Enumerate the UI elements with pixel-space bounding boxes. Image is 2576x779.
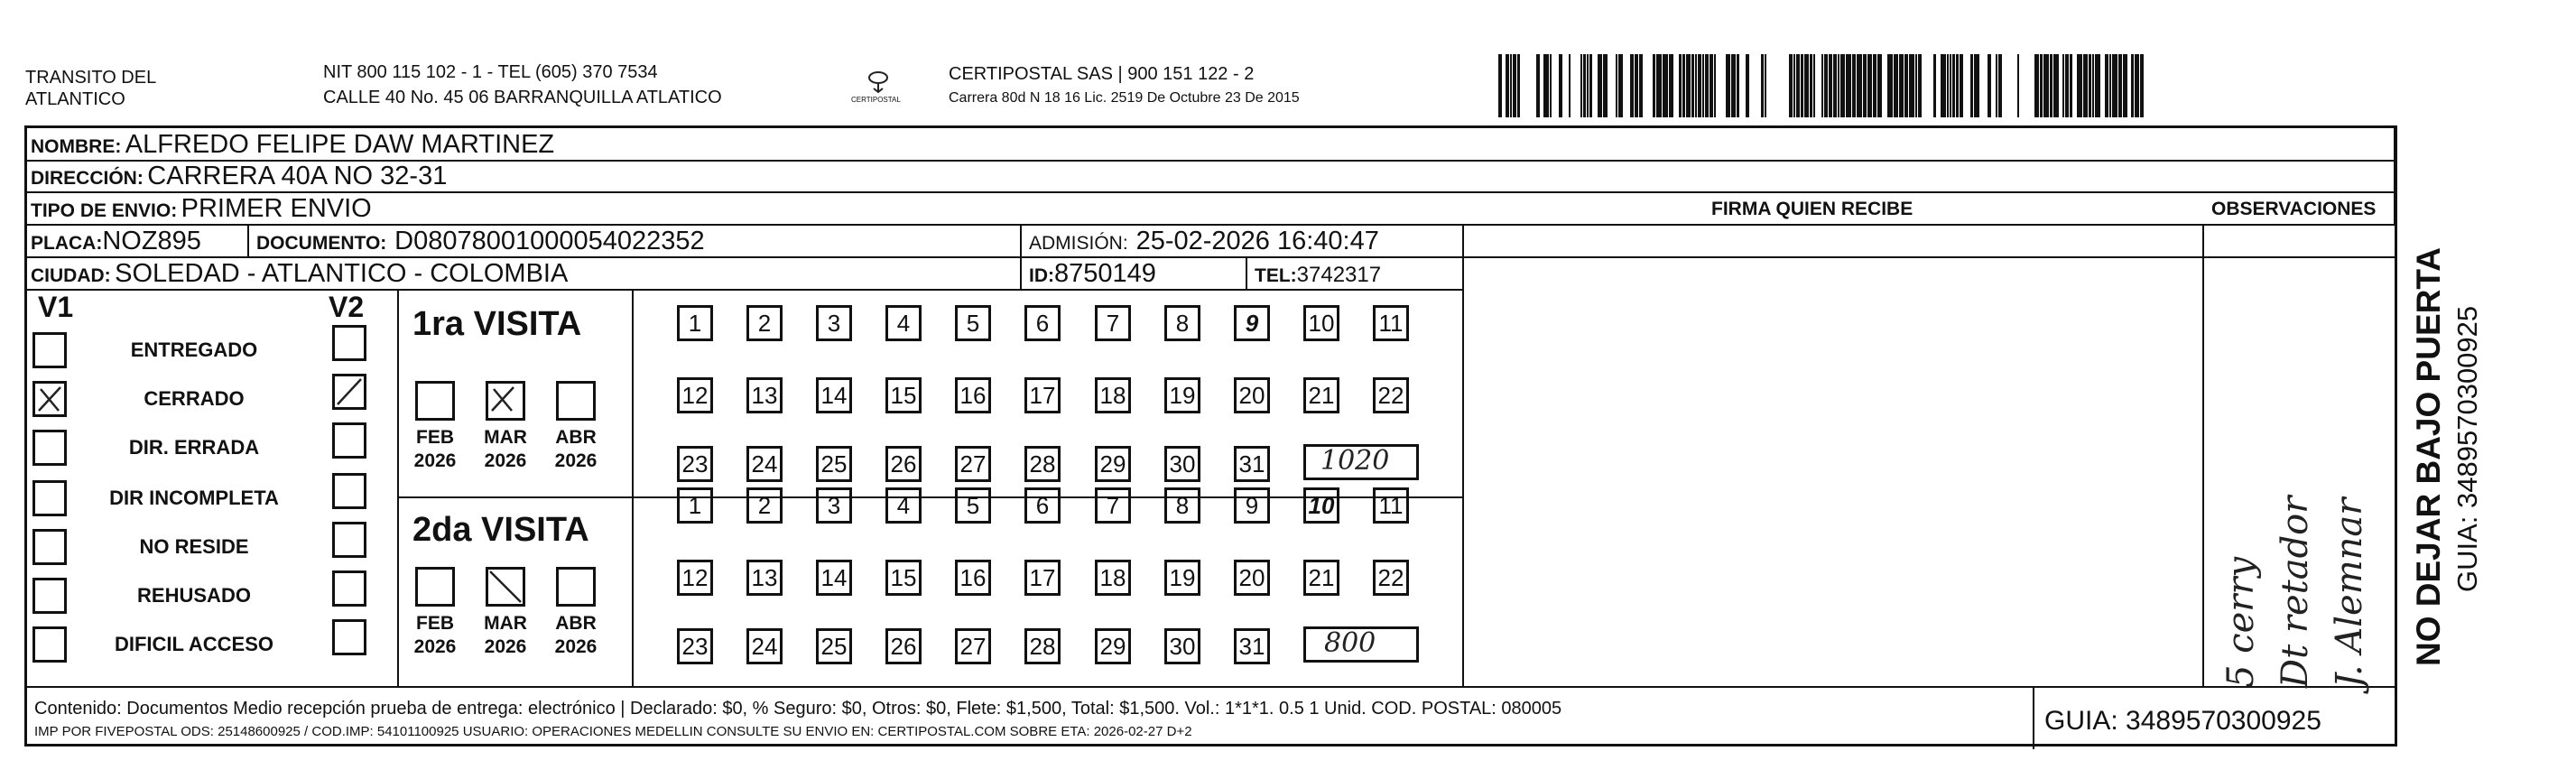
month-label: MAR 2026 xyxy=(484,427,527,471)
month-checkbox-mar xyxy=(486,567,525,607)
month-checkbox-abr xyxy=(556,381,596,421)
placa-label: PLACA: xyxy=(31,233,103,254)
month-checkbox-mar xyxy=(486,381,525,421)
status-label: REHUSADO xyxy=(137,584,251,607)
documento-value: D08078001000054022352 xyxy=(394,227,705,255)
day-box-6: 6 xyxy=(1024,305,1061,341)
day-box-15: 15 xyxy=(885,377,922,413)
observaciones-header: OBSERVACIONES xyxy=(2211,199,2377,219)
barcode xyxy=(1498,54,2162,117)
v2-checkbox xyxy=(332,422,366,459)
direccion-value: CARRERA 40A NO 32-31 xyxy=(147,162,448,190)
visit2-title: 2da VISITA xyxy=(412,511,589,549)
placa-value: NOZ895 xyxy=(102,227,201,255)
logo-text: CERTIPOSTAL xyxy=(851,96,901,104)
day-box-23: 23 xyxy=(677,446,713,482)
v1-checkbox xyxy=(32,480,67,516)
visit1-time: 1020 xyxy=(1320,445,1390,477)
footer-guia: GUIA: 3489570300925 xyxy=(2044,706,2321,736)
v1-checkbox xyxy=(32,381,67,417)
ciudad-label: CIUDAD: xyxy=(31,265,111,286)
day-box-25: 25 xyxy=(816,628,852,664)
v2-label: V2 xyxy=(329,291,365,323)
v1-checkbox xyxy=(32,578,67,614)
day-box-13: 13 xyxy=(746,377,783,413)
status-label: DIR INCOMPLETA xyxy=(109,487,279,509)
day-box-14: 14 xyxy=(816,377,852,413)
side-guia: GUIA: 3489570300925 xyxy=(2451,305,2483,592)
visit2-time-box xyxy=(1303,626,1419,663)
agency-nit: NIT 800 115 102 - 1 - TEL (605) 370 7534 xyxy=(323,62,658,82)
v2-checkbox xyxy=(332,570,366,607)
day-box-25: 25 xyxy=(816,446,852,482)
day-box-12: 12 xyxy=(677,377,713,413)
obs-handwriting-2: Dt retador xyxy=(2275,496,2316,688)
tipo-envio-label: TIPO DE ENVIO: xyxy=(31,200,178,221)
day-box-17: 17 xyxy=(1024,560,1061,596)
day-box-27: 27 xyxy=(955,446,991,482)
day-box-1: 1 xyxy=(677,487,713,524)
status-label: CERRADO xyxy=(144,387,245,410)
day-box-8: 8 xyxy=(1164,305,1200,341)
day-box-30: 30 xyxy=(1164,628,1200,664)
day-box-29: 29 xyxy=(1095,446,1131,482)
day-box-23: 23 xyxy=(677,628,713,664)
v2-checkbox xyxy=(332,522,366,558)
day-box-22: 22 xyxy=(1373,560,1409,596)
imp-text: IMP POR FIVEPOSTAL ODS: 25148600925 / COD.IMP: 54101100925 USUARIO: OPERACIONES MEDELLIN CONSULTE SU ENVIO EN: CERTIPOSTAL.COM SOBRE ETA: 2026-02-27 D+2 xyxy=(34,724,1192,739)
day-box-6: 6 xyxy=(1024,487,1061,524)
day-box-14: 14 xyxy=(816,560,852,596)
day-box-21: 21 xyxy=(1303,377,1339,413)
day-box-27: 27 xyxy=(955,628,991,664)
day-box-22: 22 xyxy=(1373,377,1409,413)
day-box-12: 12 xyxy=(677,560,713,596)
day-box-8: 8 xyxy=(1164,487,1200,524)
firma-header: FIRMA QUIEN RECIBE xyxy=(1711,199,1913,219)
day-box-29: 29 xyxy=(1095,628,1131,664)
status-label: DIR. ERRADA xyxy=(128,436,260,459)
v1-checkbox xyxy=(32,626,67,663)
day-box-20: 20 xyxy=(1234,377,1270,413)
day-box-2: 2 xyxy=(746,487,783,524)
day-box-19: 19 xyxy=(1164,377,1200,413)
status-label: NO RESIDE xyxy=(139,535,249,558)
ciudad-value: SOLEDAD - ATLANTICO - COLOMBIA xyxy=(115,259,569,288)
nombre-label: NOMBRE: xyxy=(31,136,122,157)
status-label: ENTREGADO xyxy=(130,338,258,361)
day-box-9: 9 xyxy=(1234,305,1270,341)
month-label: ABR 2026 xyxy=(554,427,598,471)
side-warning: NO DEJAR BAJO PUERTA xyxy=(2410,247,2447,666)
admision-value: 25-02-2026 16:40:47 xyxy=(1135,227,1379,255)
status-label: DIFICIL ACCESO xyxy=(114,633,273,655)
v1-checkbox xyxy=(32,430,67,466)
day-box-3: 3 xyxy=(816,305,852,341)
day-box-5: 5 xyxy=(955,305,991,341)
tipo-envio-value: PRIMER ENVIO xyxy=(181,194,372,223)
direccion-label: DIRECCIÓN: xyxy=(31,168,144,189)
day-box-28: 28 xyxy=(1024,628,1061,664)
delivery-form xyxy=(24,125,2397,747)
day-box-11: 11 xyxy=(1373,487,1409,524)
day-box-20: 20 xyxy=(1234,560,1270,596)
day-box-9: 9 xyxy=(1234,487,1270,524)
id-value: 8750149 xyxy=(1054,259,1156,288)
company-license: Carrera 80d N 18 16 Lic. 2519 De Octubre 23 De 2015 xyxy=(949,90,1300,106)
v2-checkbox xyxy=(332,473,366,509)
contenido-text: Contenido: Documentos Medio recepción prueba de entrega: electrónico | Declarado: $0, % Seguro: $0, Otros: $0, Flete: $1,500, Total: $1,500. Vol.: 1*1*1. 0.5 1 Unid. COD. POSTAL: 080005 xyxy=(34,699,1562,719)
day-box-7: 7 xyxy=(1095,487,1131,524)
day-box-7: 7 xyxy=(1095,305,1131,341)
v1-checkbox xyxy=(32,529,67,565)
day-box-10: 10 xyxy=(1303,305,1339,341)
day-box-18: 18 xyxy=(1095,377,1131,413)
day-box-18: 18 xyxy=(1095,560,1131,596)
day-box-26: 26 xyxy=(885,628,922,664)
day-box-31: 31 xyxy=(1234,446,1270,482)
day-box-11: 11 xyxy=(1373,305,1409,341)
day-box-26: 26 xyxy=(885,446,922,482)
agency-name: TRANSITO DEL ATLANTICO xyxy=(25,68,156,109)
v2-checkbox xyxy=(332,619,366,655)
visit2-time: 800 xyxy=(1324,627,1376,659)
day-box-5: 5 xyxy=(955,487,991,524)
day-box-4: 4 xyxy=(885,305,922,341)
agency-address: CALLE 40 No. 45 06 BARRANQUILLA ATLATICO xyxy=(323,88,722,107)
company-info: CERTIPOSTAL SAS | 900 151 122 - 2 xyxy=(949,64,1255,84)
day-box-30: 30 xyxy=(1164,446,1200,482)
v2-checkbox xyxy=(332,325,366,361)
day-box-3: 3 xyxy=(816,487,852,524)
day-box-21: 21 xyxy=(1303,560,1339,596)
v1-label: V1 xyxy=(38,291,74,323)
day-box-24: 24 xyxy=(746,628,783,664)
month-checkbox-abr xyxy=(556,567,596,607)
visit1-time-box xyxy=(1303,444,1419,480)
tel-value: 3742317 xyxy=(1296,263,1382,287)
day-box-13: 13 xyxy=(746,560,783,596)
month-label: FEB 2026 xyxy=(413,613,457,657)
admision-label: ADMISIÓN: xyxy=(1029,233,1128,254)
v2-checkbox xyxy=(332,374,366,410)
day-box-2: 2 xyxy=(746,305,783,341)
month-checkbox-feb xyxy=(415,381,455,421)
month-label: ABR 2026 xyxy=(554,613,598,657)
day-box-31: 31 xyxy=(1234,628,1270,664)
month-checkbox-feb xyxy=(415,567,455,607)
nombre-value: ALFREDO FELIPE DAW MARTINEZ xyxy=(125,130,555,159)
id-label: ID: xyxy=(1029,265,1054,286)
day-box-28: 28 xyxy=(1024,446,1061,482)
v1-checkbox xyxy=(32,332,67,368)
documento-label: DOCUMENTO: xyxy=(256,233,387,254)
day-box-1: 1 xyxy=(677,305,713,341)
day-box-17: 17 xyxy=(1024,377,1061,413)
day-box-15: 15 xyxy=(885,560,922,596)
day-box-19: 19 xyxy=(1164,560,1200,596)
obs-handwriting-1: 5 cerry xyxy=(2220,556,2262,688)
obs-handwriting-3: J. Alemnar xyxy=(2329,497,2370,688)
month-label: FEB 2026 xyxy=(413,427,457,471)
day-box-4: 4 xyxy=(885,487,922,524)
day-box-16: 16 xyxy=(955,377,991,413)
day-box-24: 24 xyxy=(746,446,783,482)
tel-label: TEL: xyxy=(1255,265,1297,286)
day-box-10: 10 xyxy=(1303,487,1339,524)
month-label: MAR 2026 xyxy=(484,613,527,657)
visit1-title: 1ra VISITA xyxy=(412,305,582,343)
day-box-16: 16 xyxy=(955,560,991,596)
